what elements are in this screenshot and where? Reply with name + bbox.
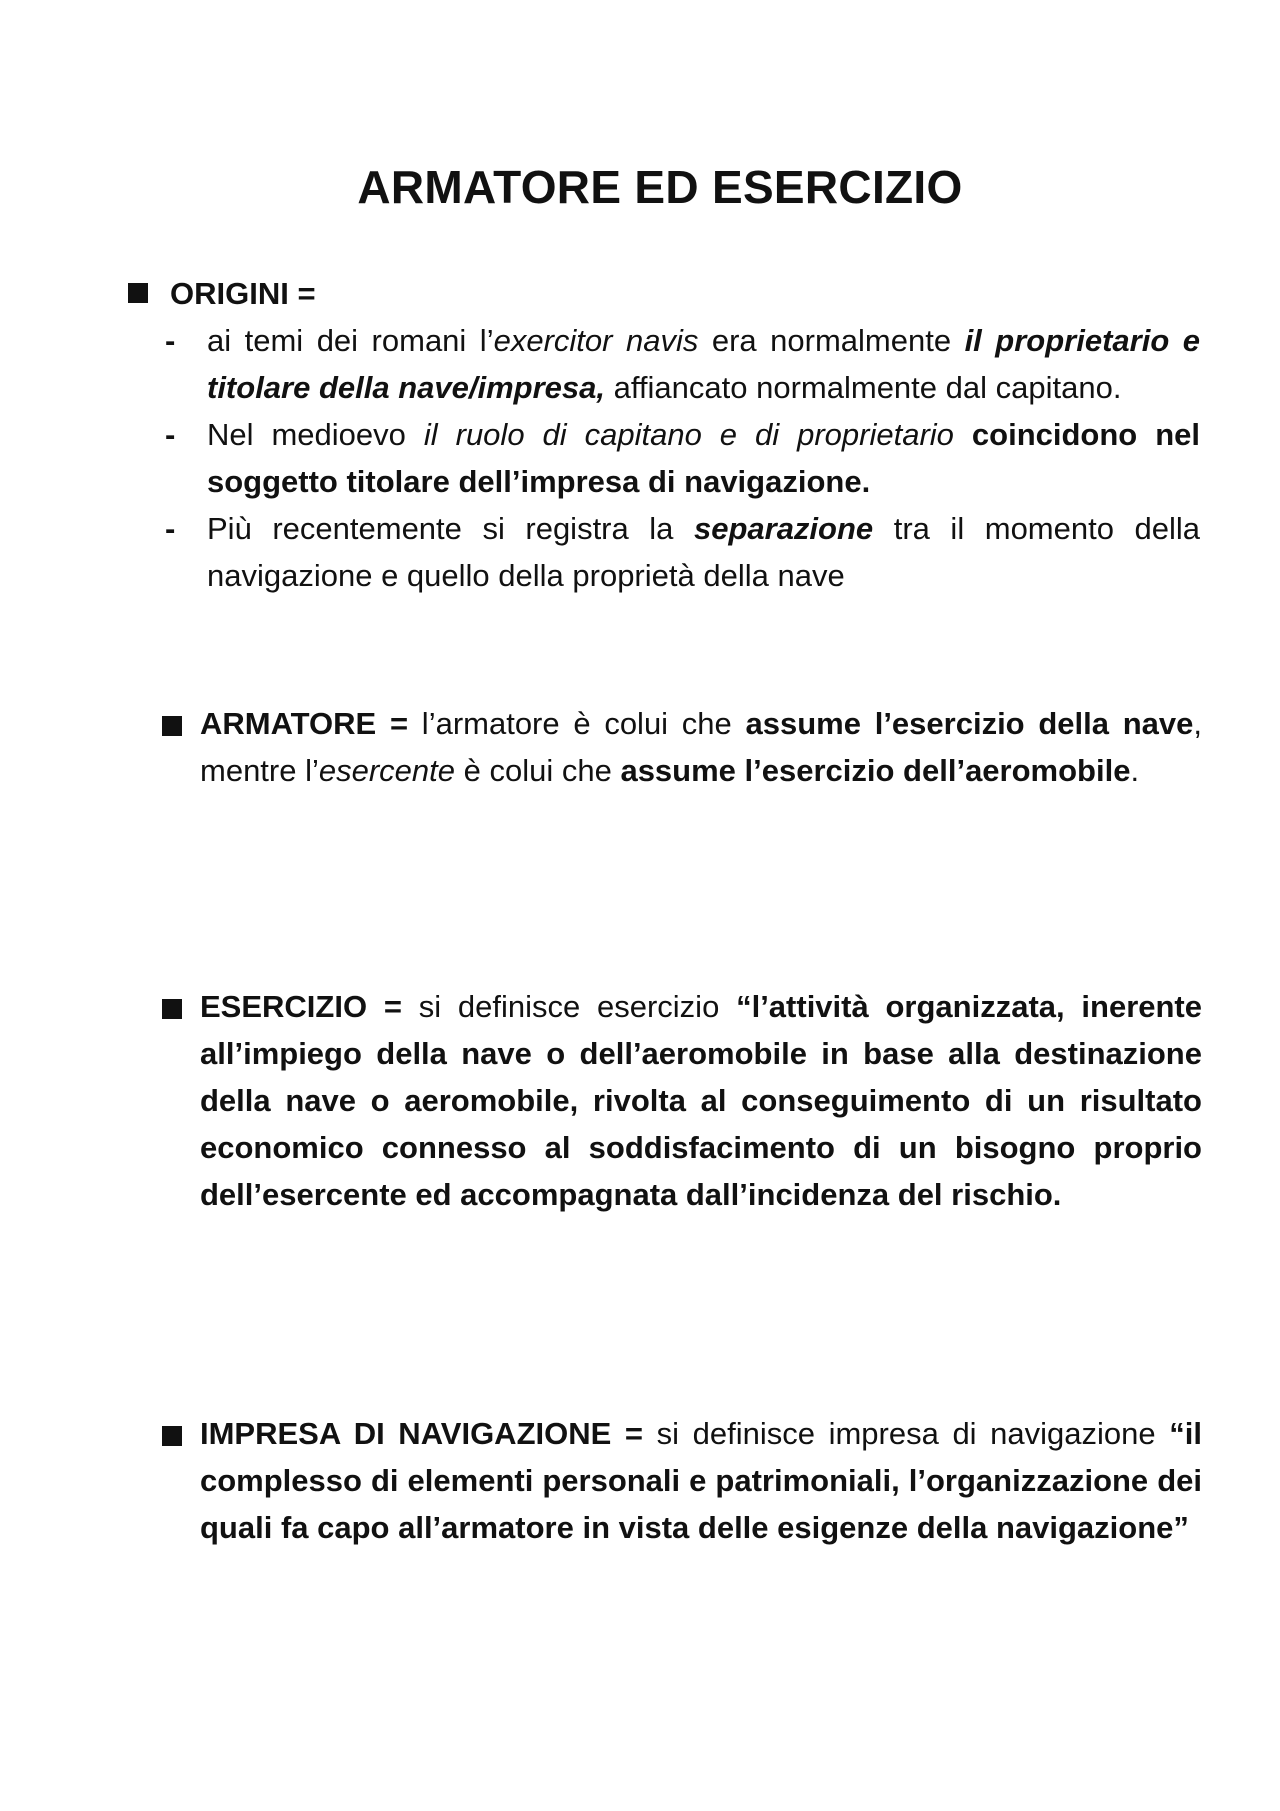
text-run: Nel medioevo: [207, 417, 424, 452]
armatore-heading: ARMATORE =: [200, 706, 409, 741]
text-run: tra il momento della navigazione e quello della proprietà della nave: [207, 511, 1201, 593]
impresa-paragraph: [162, 1410, 1202, 1551]
text-run: si definisce impresa di navigazione: [643, 1416, 1170, 1451]
square-bullet-icon: [162, 999, 182, 1019]
text-run: , mentre l’: [200, 706, 1202, 788]
text-run: era normalmente: [698, 323, 965, 358]
origini-heading-text: ORIGINI =: [170, 276, 316, 311]
text-run-italic: il ruolo di capitano e di proprietario: [423, 417, 954, 452]
text-run: è colui che: [455, 753, 621, 788]
list-item: [165, 505, 1200, 599]
section-armatore: [162, 700, 1202, 794]
armatore-paragraph: [162, 700, 1202, 794]
square-bullet-icon: [162, 716, 182, 736]
section-esercizio: [162, 983, 1202, 1218]
text-run: si definisce esercizio: [401, 989, 737, 1024]
section-impresa: [162, 1410, 1202, 1551]
section-origini-heading: [128, 270, 316, 317]
square-bullet-icon: [128, 283, 148, 303]
text-run-italic: exercitor navis: [493, 323, 699, 358]
text-run: [954, 417, 972, 452]
text-run-italic: esercente: [318, 753, 456, 788]
document-title: ARMATORE ED ESERCIZIO: [357, 161, 963, 213]
list-item: [165, 411, 1200, 505]
text-run-bold: “il complesso di elementi personali e patrimoniali, l’organizzazione dei quali fa capo all’armatore in vista delle esigenze della navigazione”: [200, 1416, 1202, 1545]
square-bullet-icon: [162, 1426, 182, 1446]
esercizio-heading: ESERCIZIO =: [200, 989, 402, 1024]
text-run: affiancato normalmente dal capitano.: [605, 370, 1122, 405]
text-run-bold-italic: il proprietario e titolare della nave/impresa,: [207, 323, 1200, 405]
esercizio-paragraph: [162, 983, 1202, 1218]
text-run-bold: “l’attività organizzata, inerente all’impiego della nave o dell’aeromobile in base alla destinazione della nave o aeromobile, rivolta al conseguimento di un risultato economico connesso al soddisfacimento di un bisogno proprio dell’esercente ed accompagnata dall’incidenza del rischio.: [200, 989, 1202, 1212]
text-run: ai temi dei romani l’: [207, 323, 494, 358]
origini-list: [165, 317, 1200, 599]
impresa-heading: IMPRESA DI NAVIGAZIONE =: [200, 1416, 644, 1451]
text-run: .: [1130, 753, 1140, 788]
dash-bullet: -: [165, 323, 176, 358]
text-run-bold: assume l’esercizio dell’aeromobile: [620, 753, 1131, 788]
text-run: l’armatore è colui che: [408, 706, 746, 741]
text-run: Più recentemente si registra la: [207, 511, 694, 546]
list-item: [165, 317, 1200, 411]
text-run-bold: coincidono nel soggetto titolare dell’impresa di navigazione.: [207, 417, 1200, 499]
dash-bullet: -: [165, 417, 176, 452]
text-run-bold: assume l’esercizio della nave: [745, 706, 1194, 741]
dash-bullet: -: [165, 511, 176, 546]
text-run-bold-italic: separazione: [693, 511, 874, 546]
